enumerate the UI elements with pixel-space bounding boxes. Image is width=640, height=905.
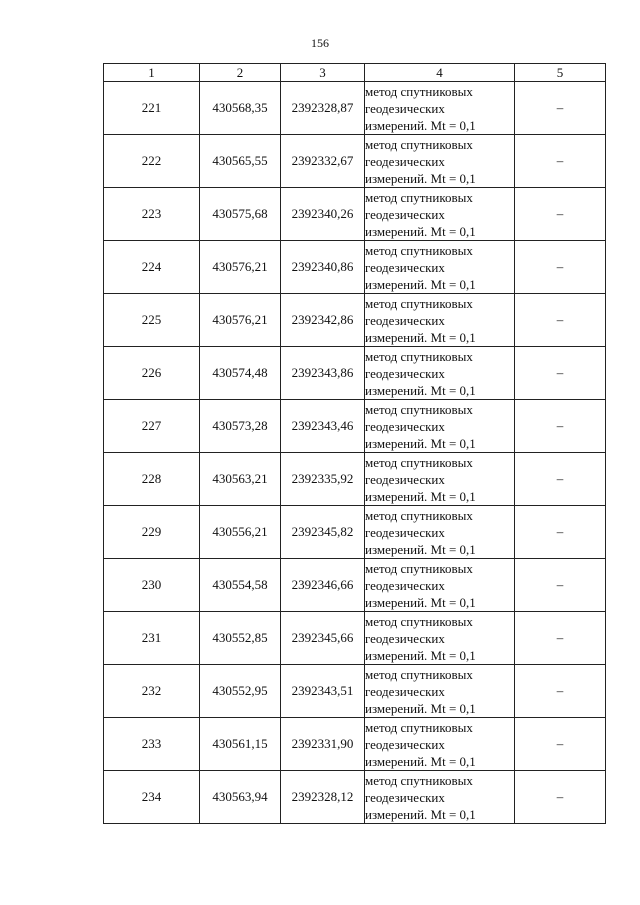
note-cell: – xyxy=(515,506,606,559)
note-cell: – xyxy=(515,665,606,718)
method-line: метод спутниковых xyxy=(365,454,473,470)
x-coordinate-cell: 430565,55 xyxy=(200,135,281,188)
method-line: метод спутниковых xyxy=(365,401,473,417)
method-line: измерений. Mt = 0,1 xyxy=(365,700,476,716)
method-line: метод спутниковых xyxy=(365,772,473,788)
note-cell: – xyxy=(515,771,606,824)
method-line: метод спутниковых xyxy=(365,560,473,576)
column-header: 2 xyxy=(200,64,281,82)
method-cell xyxy=(365,771,515,824)
method-cell xyxy=(365,294,515,347)
point-number-cell: 231 xyxy=(104,612,200,665)
column-header: 3 xyxy=(281,64,365,82)
note-cell: – xyxy=(515,718,606,771)
method-cell xyxy=(365,82,515,135)
y-coordinate-cell: 2392331,90 xyxy=(281,718,365,771)
method-line: геодезических xyxy=(365,577,445,593)
point-number-cell: 233 xyxy=(104,718,200,771)
y-coordinate-cell: 2392346,66 xyxy=(281,559,365,612)
method-cell xyxy=(365,612,515,665)
table-row xyxy=(104,347,606,400)
x-coordinate-cell: 430556,21 xyxy=(200,506,281,559)
method-line: метод спутниковых xyxy=(365,295,473,311)
method-line: метод спутниковых xyxy=(365,242,473,258)
method-line: геодезических xyxy=(365,736,445,752)
y-coordinate-cell: 2392335,92 xyxy=(281,453,365,506)
y-coordinate-cell: 2392343,86 xyxy=(281,347,365,400)
column-header: 4 xyxy=(365,64,515,82)
method-line: геодезических xyxy=(365,683,445,699)
method-line: геодезических xyxy=(365,312,445,328)
table-row xyxy=(104,294,606,347)
method-line: измерений. Mt = 0,1 xyxy=(365,329,476,345)
method-line: метод спутниковых xyxy=(365,613,473,629)
method-line: геодезических xyxy=(365,630,445,646)
note-cell: – xyxy=(515,612,606,665)
x-coordinate-cell: 430563,94 xyxy=(200,771,281,824)
method-cell xyxy=(365,506,515,559)
coordinates-table xyxy=(103,63,606,824)
point-number-cell: 225 xyxy=(104,294,200,347)
x-coordinate-cell: 430563,21 xyxy=(200,453,281,506)
x-coordinate-cell: 430573,28 xyxy=(200,400,281,453)
method-line: измерений. Mt = 0,1 xyxy=(365,435,476,451)
x-coordinate-cell: 430576,21 xyxy=(200,241,281,294)
table-row xyxy=(104,506,606,559)
y-coordinate-cell: 2392328,87 xyxy=(281,82,365,135)
table-body xyxy=(104,82,606,824)
y-coordinate-cell: 2392343,46 xyxy=(281,400,365,453)
method-cell xyxy=(365,718,515,771)
column-header: 1 xyxy=(104,64,200,82)
method-cell xyxy=(365,559,515,612)
table-row xyxy=(104,665,606,718)
method-line: геодезических xyxy=(365,153,445,169)
method-line: геодезических xyxy=(365,789,445,805)
table-header-row xyxy=(104,64,606,82)
x-coordinate-cell: 430576,21 xyxy=(200,294,281,347)
table-row xyxy=(104,400,606,453)
table-row xyxy=(104,771,606,824)
method-cell xyxy=(365,135,515,188)
y-coordinate-cell: 2392328,12 xyxy=(281,771,365,824)
note-cell: – xyxy=(515,82,606,135)
x-coordinate-cell: 430575,68 xyxy=(200,188,281,241)
method-line: геодезических xyxy=(365,524,445,540)
x-coordinate-cell: 430574,48 xyxy=(200,347,281,400)
method-line: измерений. Mt = 0,1 xyxy=(365,170,476,186)
method-line: измерений. Mt = 0,1 xyxy=(365,806,476,822)
method-line: измерений. Mt = 0,1 xyxy=(365,541,476,557)
method-line: геодезических xyxy=(365,259,445,275)
method-cell xyxy=(365,241,515,294)
method-cell xyxy=(365,665,515,718)
x-coordinate-cell: 430554,58 xyxy=(200,559,281,612)
x-coordinate-cell: 430552,95 xyxy=(200,665,281,718)
y-coordinate-cell: 2392345,66 xyxy=(281,612,365,665)
method-line: измерений. Mt = 0,1 xyxy=(365,594,476,610)
point-number-cell: 226 xyxy=(104,347,200,400)
method-line: геодезических xyxy=(365,418,445,434)
table-row xyxy=(104,135,606,188)
method-line: геодезических xyxy=(365,100,445,116)
note-cell: – xyxy=(515,400,606,453)
point-number-cell: 227 xyxy=(104,400,200,453)
method-line: метод спутниковых xyxy=(365,719,473,735)
method-line: измерений. Mt = 0,1 xyxy=(365,223,476,239)
method-line: метод спутниковых xyxy=(365,189,473,205)
note-cell: – xyxy=(515,294,606,347)
method-cell xyxy=(365,188,515,241)
method-line: измерений. Mt = 0,1 xyxy=(365,647,476,663)
y-coordinate-cell: 2392340,26 xyxy=(281,188,365,241)
x-coordinate-cell: 430568,35 xyxy=(200,82,281,135)
table-row xyxy=(104,559,606,612)
method-line: измерений. Mt = 0,1 xyxy=(365,382,476,398)
x-coordinate-cell: 430552,85 xyxy=(200,612,281,665)
y-coordinate-cell: 2392342,86 xyxy=(281,294,365,347)
point-number-cell: 228 xyxy=(104,453,200,506)
table-row xyxy=(104,82,606,135)
table-row xyxy=(104,241,606,294)
method-line: измерений. Mt = 0,1 xyxy=(365,117,476,133)
column-header: 5 xyxy=(515,64,606,82)
method-line: геодезических xyxy=(365,206,445,222)
point-number-cell: 234 xyxy=(104,771,200,824)
point-number-cell: 232 xyxy=(104,665,200,718)
method-line: измерений. Mt = 0,1 xyxy=(365,276,476,292)
page-number: 156 xyxy=(311,36,329,50)
y-coordinate-cell: 2392343,51 xyxy=(281,665,365,718)
note-cell: – xyxy=(515,188,606,241)
point-number-cell: 224 xyxy=(104,241,200,294)
method-line: измерений. Mt = 0,1 xyxy=(365,753,476,769)
note-cell: – xyxy=(515,241,606,294)
point-number-cell: 223 xyxy=(104,188,200,241)
method-line: метод спутниковых xyxy=(365,666,473,682)
method-line: метод спутниковых xyxy=(365,83,473,99)
method-line: геодезических xyxy=(365,471,445,487)
method-cell xyxy=(365,453,515,506)
method-line: метод спутниковых xyxy=(365,348,473,364)
table-row xyxy=(104,188,606,241)
point-number-cell: 222 xyxy=(104,135,200,188)
y-coordinate-cell: 2392332,67 xyxy=(281,135,365,188)
note-cell: – xyxy=(515,559,606,612)
y-coordinate-cell: 2392345,82 xyxy=(281,506,365,559)
method-cell xyxy=(365,347,515,400)
table-row xyxy=(104,453,606,506)
table-row xyxy=(104,612,606,665)
method-line: измерений. Mt = 0,1 xyxy=(365,488,476,504)
note-cell: – xyxy=(515,135,606,188)
point-number-cell: 221 xyxy=(104,82,200,135)
point-number-cell: 229 xyxy=(104,506,200,559)
method-line: геодезических xyxy=(365,365,445,381)
note-cell: – xyxy=(515,347,606,400)
method-line: метод спутниковых xyxy=(365,507,473,523)
method-cell xyxy=(365,400,515,453)
note-cell: – xyxy=(515,453,606,506)
point-number-cell: 230 xyxy=(104,559,200,612)
table-row xyxy=(104,718,606,771)
y-coordinate-cell: 2392340,86 xyxy=(281,241,365,294)
x-coordinate-cell: 430561,15 xyxy=(200,718,281,771)
method-line: метод спутниковых xyxy=(365,136,473,152)
